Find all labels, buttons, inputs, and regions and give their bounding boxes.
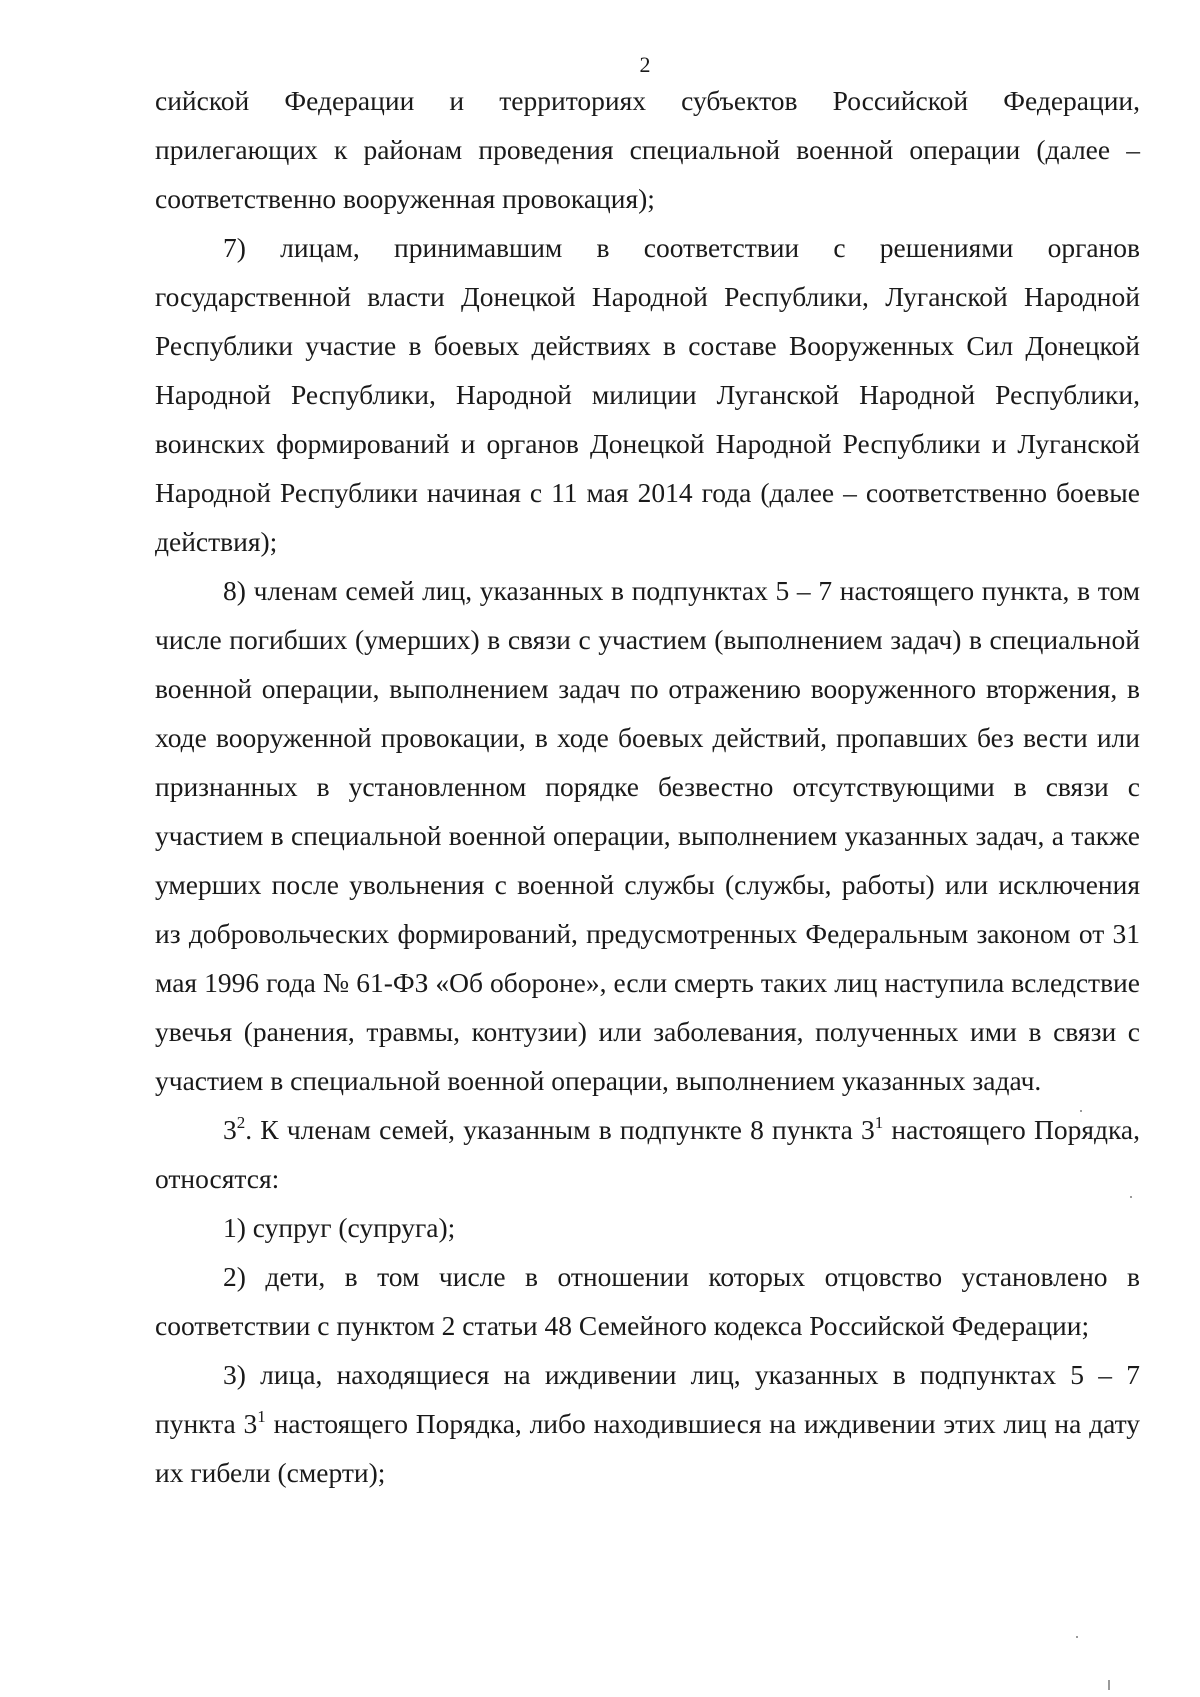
list-item-number: 1): [223, 1212, 246, 1243]
scan-speck: [1080, 1110, 1082, 1112]
page-number: 2: [639, 52, 651, 77]
list-item-text: дети, в том числе в отношении которых отцовство установлено в соответствии с пунктом 2 статьи 48 Семейного кодекса Российской Федерации;: [155, 1261, 1140, 1341]
list-item-text: лицам, принимавшим в соответствии с решениями органов государственной власти Донецкой Народной Республики, Луганской Народной Республики участие в боевых действиях в составе Вооруженных Сил Донецкой Народной Республики, Народной милиции Луганской Народной Республики, воинских формирований и органов Донецкой Народной Республики и Луганской Народной Республики начиная с 11 мая 2014 года (далее – соответственно боевые действия);: [155, 232, 1141, 557]
clause-number: 3: [223, 1114, 237, 1145]
list-item-number: 2): [223, 1261, 246, 1292]
list-item-number: 8): [223, 575, 246, 606]
clause-text: . К членам семей, указанным в подпункте 8 пункта 3: [245, 1114, 875, 1145]
list-item-text: супруг (супруга);: [252, 1212, 456, 1243]
list-item-text: настоящего Порядка, либо находившиеся на иждивении этих лиц на дату их гибели (смерти);: [155, 1408, 1141, 1488]
list-item-3: [155, 1350, 1140, 1497]
clause-reference-superscript: 1: [257, 1407, 266, 1426]
clause-superscript: 2: [236, 1113, 246, 1132]
document-body: [155, 76, 1140, 1497]
clause-reference-superscript: 1: [874, 1113, 884, 1132]
clause-3-2: [155, 1105, 1140, 1203]
list-item-1: [155, 1203, 1140, 1252]
scan-speck: [1108, 1680, 1110, 1690]
list-item-7: [155, 223, 1140, 566]
paragraph-continuation: [155, 76, 1140, 223]
clause-text: настоящего Порядка, относятся:: [155, 1114, 1140, 1194]
list-item-8: [155, 566, 1140, 1105]
scan-speck: [1076, 1636, 1078, 1638]
paragraph-text: сийской Федерации и территориях субъектов Российской Федерации, прилегающих к районам проведения специальной военной операции (далее – соответственно вооруженная провокация);: [155, 85, 1140, 214]
list-item-text: лица, находящиеся на иждивении лиц, указанных в подпунктах 5 – 7 пункта 3: [155, 1359, 1140, 1439]
list-item-2: [155, 1252, 1140, 1350]
list-item-number: 3): [223, 1359, 246, 1390]
scan-speck: [1130, 1196, 1132, 1198]
list-item-number: 7): [223, 232, 246, 263]
list-item-text: членам семей лиц, указанных в подпунктах 5 – 7 настоящего пункта, в том числе погибших (умерших) в связи с участием (выполнением задач) в специальной военной операции, выполнением задач по отражению вооруженного вторжения, в ходе вооруженной провокации, в ходе боевых действий, пропавших без вести или признанных в установленном порядке безвестно отсутствующими в связи с участием в специальной военной операции, выполнением указанных задач, а также умерших после увольнения с военной службы (службы, работы) или исключения из добровольческих формирований, предусмотренных Федеральным законом от 31 мая 1996 года № 61-ФЗ «Об обороне», если смерть таких лиц наступила вследствие увечья (ранения, травмы, контузии) или заболевания, полученных ими в связи с участием в специальной военной операции, выполнением указанных задач.: [155, 575, 1141, 1096]
